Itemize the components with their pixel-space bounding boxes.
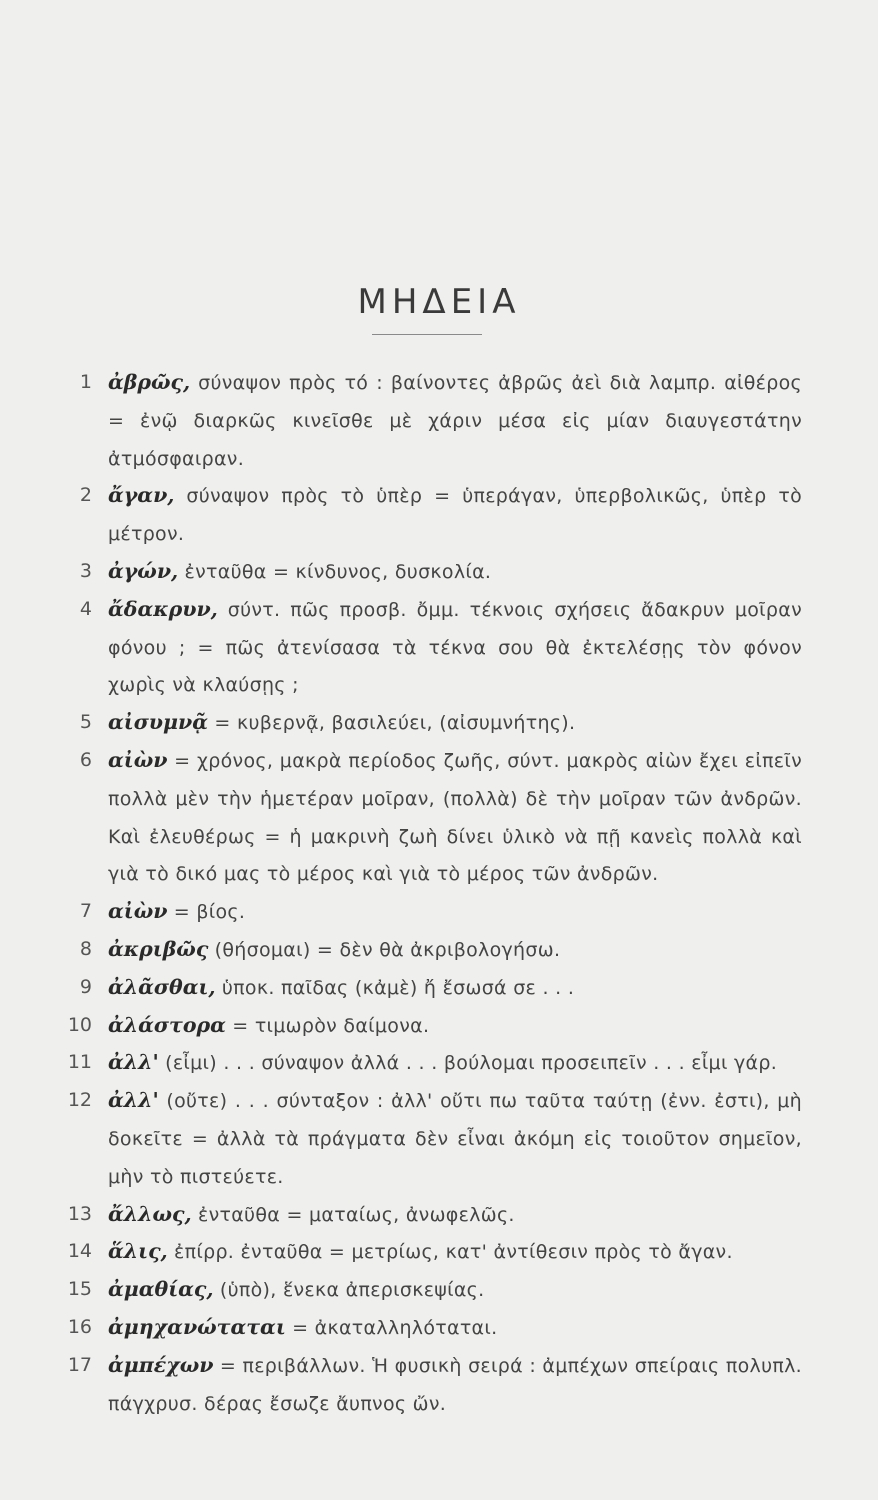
entry-lemma: ἀμηχανώταται <box>108 1314 286 1339</box>
glossary-entry <box>62 1007 802 1045</box>
page-title: ΜΗΔΕΙΑ <box>357 282 521 322</box>
entry-lemma: ἄλλως, <box>108 1201 192 1226</box>
entry-number: 5 <box>79 711 92 734</box>
entry-number: 13 <box>67 1202 92 1225</box>
glossary-entry <box>62 364 802 477</box>
entry-number: 12 <box>67 1089 92 1112</box>
glossary-entry <box>62 1044 802 1082</box>
glossary-entry <box>62 969 802 1007</box>
entry-definition: σύναψον πρὸς τό : βαίνοντες ἀβρῶς ἀεὶ διὰ λαμπρ. αἰθέρος = ἐνῷ διαρκῶς κινεῖσθε μὲ χάριν μέσα εἰς μίαν διαυγεστάτην ἀτμόσφαιραν. <box>108 372 802 470</box>
entry-lemma: ἄγαν, <box>108 483 175 508</box>
entry-number: 11 <box>67 1051 92 1074</box>
entry-definition: (ὑπὸ), ἕνεκα ἀπερισκεψίας. <box>213 1279 485 1302</box>
entry-definition: = ἀκαταλληλόταται. <box>285 1316 498 1339</box>
glossary-entry <box>62 931 802 969</box>
glossary-entry <box>62 1309 802 1347</box>
entry-definition: ὑποκ. παῖδας (κἀμὲ) ἤ ἔσωσά σε . . . <box>215 976 575 999</box>
entry-definition: (οὔτε) . . . σύνταξον : ἀλλ' οὔτι πω ταῦτα ταύτῃ (ἐνν. ἐστι), μὴ δοκεῖτε = ἀλλὰ τὰ πράγματα δὲν εἶναι ἀκόμη εἰς τοιοῦτον σημεῖον, μὴν τὸ πιστεύετε. <box>108 1090 802 1188</box>
entry-lemma: αἰὼν <box>108 899 168 924</box>
entry-lemma: ἀλάστορα <box>108 1012 226 1037</box>
entry-number: 16 <box>67 1315 92 1338</box>
glossary-entry <box>62 1347 802 1423</box>
entry-lemma: ἀλᾶσθαι, <box>108 974 216 999</box>
glossary-entry <box>62 477 802 553</box>
entry-lemma: ἀβρῶς, <box>108 370 191 394</box>
glossary-entry <box>62 591 802 704</box>
entry-definition: = βίος. <box>167 901 246 924</box>
entry-number: 2 <box>79 484 92 507</box>
entry-lemma: ἅλις, <box>108 1239 168 1264</box>
entry-number: 10 <box>67 1013 92 1036</box>
entry-definition: (εἶμι) . . . σύναψον ἀλλά . . . βούλομαι προσειπεῖν . . . εἶμι γάρ. <box>158 1052 778 1075</box>
entry-number: 15 <box>67 1278 92 1301</box>
entry-definition: ἐπίρρ. ἐνταῦθα = μετρίως, κατ' ἀντίθεσιν πρὸς τὸ ἄγαν. <box>167 1241 733 1264</box>
entry-number: 6 <box>79 748 92 771</box>
entry-definition: = περιβάλλων. Ἡ φυσικὴ σειρά : ἀμπέχων σπείραις πολυπλ. πάγχρυσ. δέρας ἔσωζε ἄυπνος ὤν. <box>108 1354 802 1415</box>
glossary-entry <box>62 1233 802 1271</box>
entry-definition: ἐνταῦθα = κίνδυνος, δυσκολία. <box>178 560 492 583</box>
entry-definition: σύντ. πῶς προσβ. ὄμμ. τέκνοις σχήσεις ἄδακρυν μοῖραν φόνου ; = πῶς ἀτενίσασα τὰ τέκνα σου θὰ ἐκτελέσῃς τὸν φόνον χωρὶς νὰ κλαύσῃς ; <box>108 598 802 697</box>
entry-definition: = χρόνος, μακρὰ περίοδος ζωῆς, σύντ. μακρὸς αἰὼν ἔχει εἰπεῖν πολλὰ μὲν τὴν ἡμετέραν μοῖραν, (πολλὰ) δὲ τὴν μοῖραν τῶν ἀνδρῶν. Καὶ ἐλευθέρως = ἡ μακρινὴ ζωὴ δίνει ὑλικὸ νὰ πῇ κανεὶς πολλὰ καὶ γιὰ τὸ δικό μας τὸ μέρος καὶ γιὰ τὸ μέρος τῶν ἀνδρῶν. <box>108 749 802 886</box>
entry-lemma: αἰσυμνᾷ <box>108 710 209 735</box>
entry-definition: (θήσομαι) = δὲν θὰ ἀκριβολογήσω. <box>208 938 561 961</box>
entry-lemma: ἀγών, <box>108 558 179 583</box>
glossary-entry <box>62 1082 802 1195</box>
entry-number: 8 <box>79 937 92 960</box>
entry-lemma: ἀκριβῶς <box>108 936 209 961</box>
entry-definition: = κυβερνᾷ, βασιλεύει, (αἰσυμνήτης). <box>208 712 576 735</box>
entry-number: 3 <box>79 559 92 582</box>
entry-definition: = τιμωρὸν δαίμονα. <box>225 1014 430 1037</box>
entry-definition: σύναψον πρὸς τὸ ὑπὲρ = ὑπεράγαν, ὑπερβολικῶς, ὑπὲρ τὸ μέτρον. <box>108 485 802 546</box>
entry-lemma: ἀμαθίας, <box>108 1277 214 1302</box>
entry-lemma: αἰὼν <box>108 747 168 772</box>
title-rule <box>372 334 482 335</box>
glossary-entry <box>62 742 802 893</box>
entry-lemma: ἀλλ' <box>108 1088 159 1113</box>
entry-number: 9 <box>79 975 92 998</box>
entry-lemma: ἀμπέχων <box>108 1352 214 1377</box>
entry-lemma: ἀλλ' <box>108 1050 159 1075</box>
glossary-list <box>62 364 802 1422</box>
glossary-entry <box>62 893 802 931</box>
glossary-entry <box>62 553 802 591</box>
entry-number: 17 <box>67 1353 92 1376</box>
entry-definition: ἐνταῦθα = ματαίως, ἀνωφελῶς. <box>191 1203 515 1226</box>
glossary-entry <box>62 1196 802 1234</box>
entry-lemma: ἄδακρυν, <box>108 596 218 621</box>
glossary-entry <box>62 704 802 742</box>
entry-number: 1 <box>79 371 92 393</box>
entry-number: 4 <box>79 597 92 620</box>
entry-number: 7 <box>79 900 92 923</box>
entry-number: 14 <box>67 1240 92 1263</box>
glossary-entry <box>62 1271 802 1309</box>
